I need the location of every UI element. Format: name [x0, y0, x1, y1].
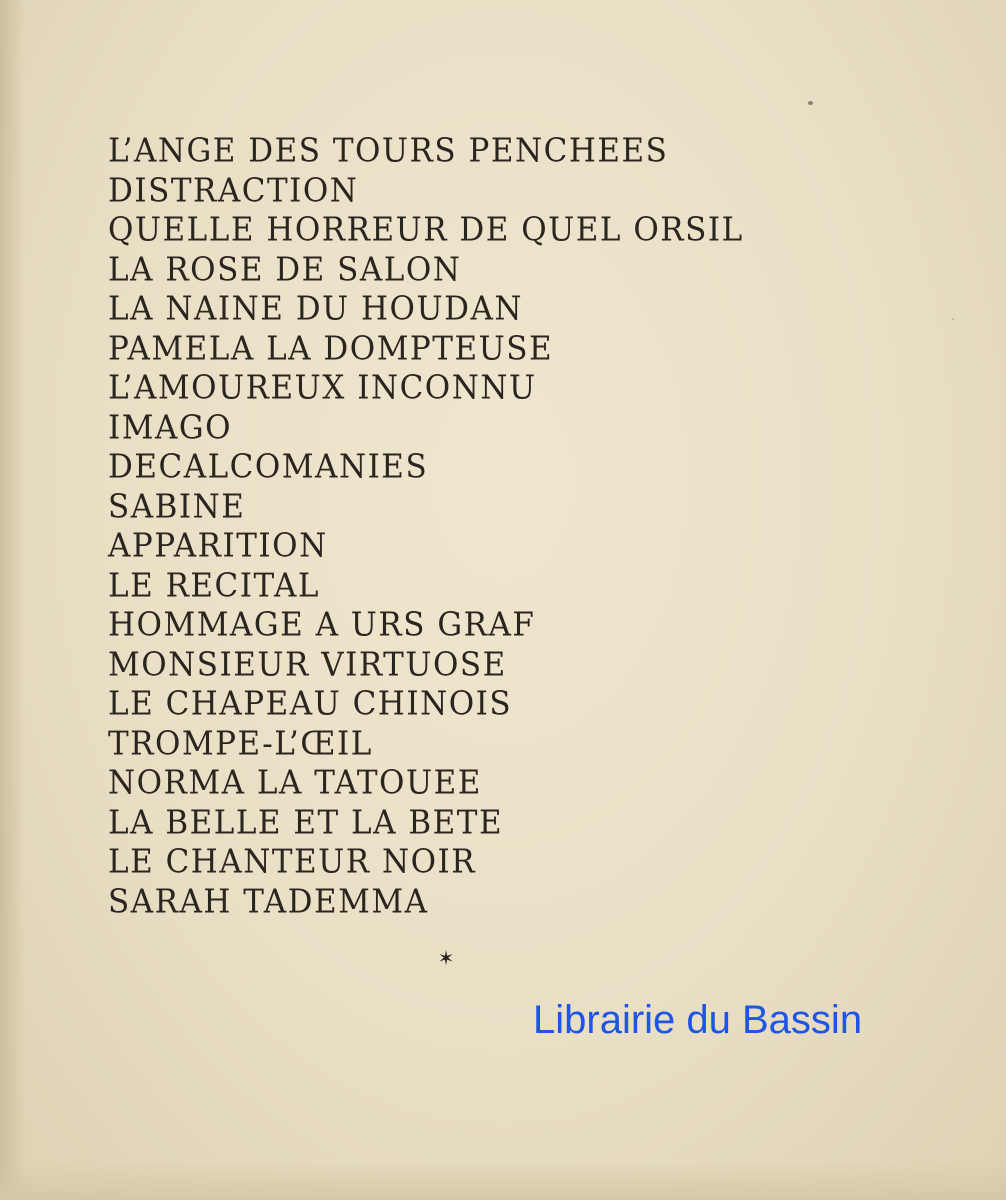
contents-item: LA BELLE ET LA BETE: [108, 803, 504, 842]
contents-item: HOMMAGE A URS GRAF: [108, 606, 536, 644]
contents-item: LE CHAPEAU CHINOIS: [108, 685, 513, 723]
contents-item: DISTRACTION: [108, 171, 359, 210]
contents-item: SARAH TADEMMA: [108, 882, 429, 921]
paper-speck: [808, 101, 813, 105]
contents-item: TROMPE-L’ŒIL: [108, 724, 373, 763]
page-edge-shadow: [0, 0, 26, 1200]
page-bottom-shadow: [0, 1160, 1006, 1200]
contents-item: LE CHANTEUR NOIR: [108, 843, 477, 881]
contents-item: QUELLE HORREUR DE QUEL ORSIL: [108, 211, 744, 249]
contents-item: DECALCOMANIES: [108, 448, 429, 486]
contents-item: MONSIEUR VIRTUOSE: [108, 645, 507, 684]
contents-item: LA ROSE DE SALON: [108, 250, 462, 289]
contents-item: L’ANGE DES TOURS PENCHEES: [108, 132, 669, 170]
contents-item: NORMA LA TATOUEE: [108, 764, 482, 802]
contents-item: LA NAINE DU HOUDAN: [108, 290, 523, 328]
contents-item: SABINE: [108, 487, 246, 526]
star-ornament-icon: ✶: [437, 946, 455, 970]
contents-item: L’AMOUREUX INCONNU: [108, 369, 537, 407]
paper-speck: [952, 318, 954, 320]
contents-list: [108, 132, 744, 922]
contents-item: IMAGO: [108, 408, 233, 447]
contents-item: APPARITION: [108, 527, 328, 565]
contents-item: LE RECITAL: [108, 566, 320, 605]
contents-item: PAMELA LA DOMPTEUSE: [108, 329, 554, 368]
bookseller-watermark: Librairie du Bassin: [533, 998, 863, 1042]
